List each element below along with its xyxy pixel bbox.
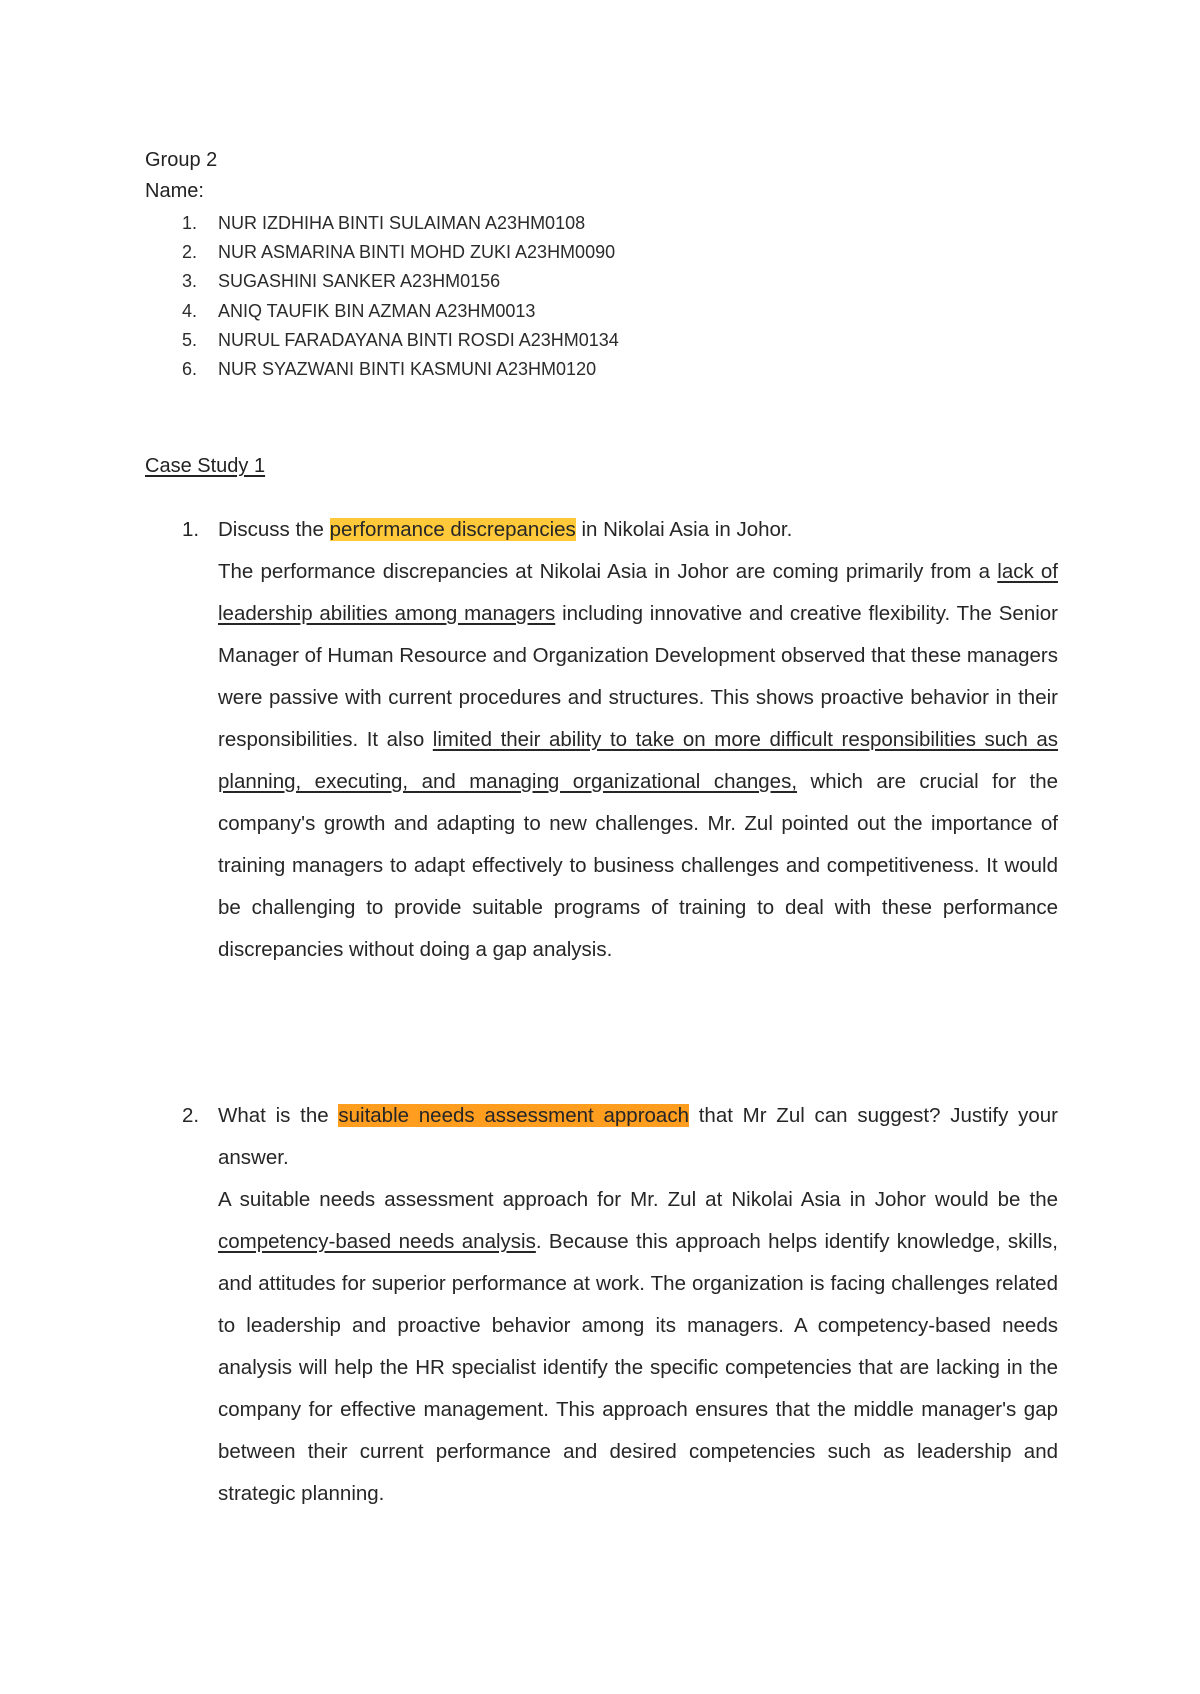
q2-answer-text: A suitable needs assessment approach for Mr. Zul at Nikolai Asia in Johor would be the bbox=[218, 1188, 1058, 1211]
q1-answer-text: including innovative and creative flexibility. The Senior Manager of Human Resource and Organization Development observed that these managers were passive with current procedures and structures. This shows proactive behavior in their responsibilities. It also bbox=[218, 602, 1059, 751]
member-item: NURUL FARADAYANA BINTI ROSDI A23HM0134 bbox=[218, 330, 619, 350]
q2-prompt-text: that Mr Zul can suggest? Justify your answer. bbox=[218, 1104, 1058, 1169]
name-label: Name: bbox=[145, 180, 204, 202]
q1-answer-underline: lack of leadership abilities among managers bbox=[218, 560, 1058, 625]
question-2-answer bbox=[218, 1179, 1058, 1515]
member-number: 5. bbox=[182, 330, 198, 350]
q1-prompt-text: Discuss the bbox=[218, 518, 330, 541]
q2-prompt-text: What is the bbox=[218, 1104, 339, 1127]
q2-prompt-highlight: suitable needs assessment approach bbox=[338, 1104, 689, 1127]
member-number: 3. bbox=[182, 271, 198, 291]
member-item: SUGASHINI SANKER A23HM0156 bbox=[218, 271, 501, 291]
q1-prompt-highlight: performance discrepancies bbox=[329, 518, 576, 541]
q2-answer-text: . Because this approach helps identify knowledge, skills, and attitudes for superior performance at work. The organization is facing challenges related to leadership and proactive behavior among its managers. A competency-based needs analysis will help the HR specialist identify the specific competencies that are lacking in the company for effective management. This approach ensures that the middle manager's gap between their current performance and desired competencies such as leadership and strategic planning. bbox=[218, 1230, 1058, 1505]
member-item: ANIQ TAUFIK BIN AZMAN A23HM0013 bbox=[218, 301, 536, 321]
member-number: 2. bbox=[182, 242, 198, 262]
member-item: NUR SYAZWANI BINTI KASMUNI A23HM0120 bbox=[218, 359, 597, 379]
question-1-prompt bbox=[218, 509, 1058, 551]
q1-prompt-text: in Nikolai Asia in Johor. bbox=[575, 518, 793, 541]
q1-answer-text: which are crucial for the company's growth and adapting to new challenges. Mr. Zul pointed out the importance of training managers to adapt effectively to business challenges and competitiveness. It would be challenging to provide suitable programs of training to deal with these performance discrepancies without doing a gap analysis. bbox=[218, 770, 1058, 961]
member-item: NUR IZDHIHA BINTI SULAIMAN A23HM0108 bbox=[218, 213, 586, 233]
q2-answer-underline: competency-based needs analysis bbox=[218, 1230, 536, 1253]
member-number: 4. bbox=[182, 301, 198, 321]
group-label: Group 2 bbox=[145, 149, 218, 171]
question-1-answer bbox=[218, 551, 1058, 971]
question-2-number: 2. bbox=[182, 1104, 200, 1127]
member-item: NUR ASMARINA BINTI MOHD ZUKI A23HM0090 bbox=[218, 242, 616, 262]
question-2-prompt bbox=[218, 1095, 1058, 1179]
member-number: 1. bbox=[182, 213, 198, 233]
q1-answer-underline: limited their ability to take on more difficult responsibilities such as planning, executing, and managing organizational changes, bbox=[218, 728, 1058, 793]
q1-answer-text: The performance discrepancies at Nikolai Asia in Johor are coming primarily from a bbox=[218, 560, 998, 583]
case-study-title: Case Study 1 bbox=[145, 455, 266, 477]
member-number: 6. bbox=[182, 359, 198, 379]
question-1-number: 1. bbox=[182, 518, 200, 541]
